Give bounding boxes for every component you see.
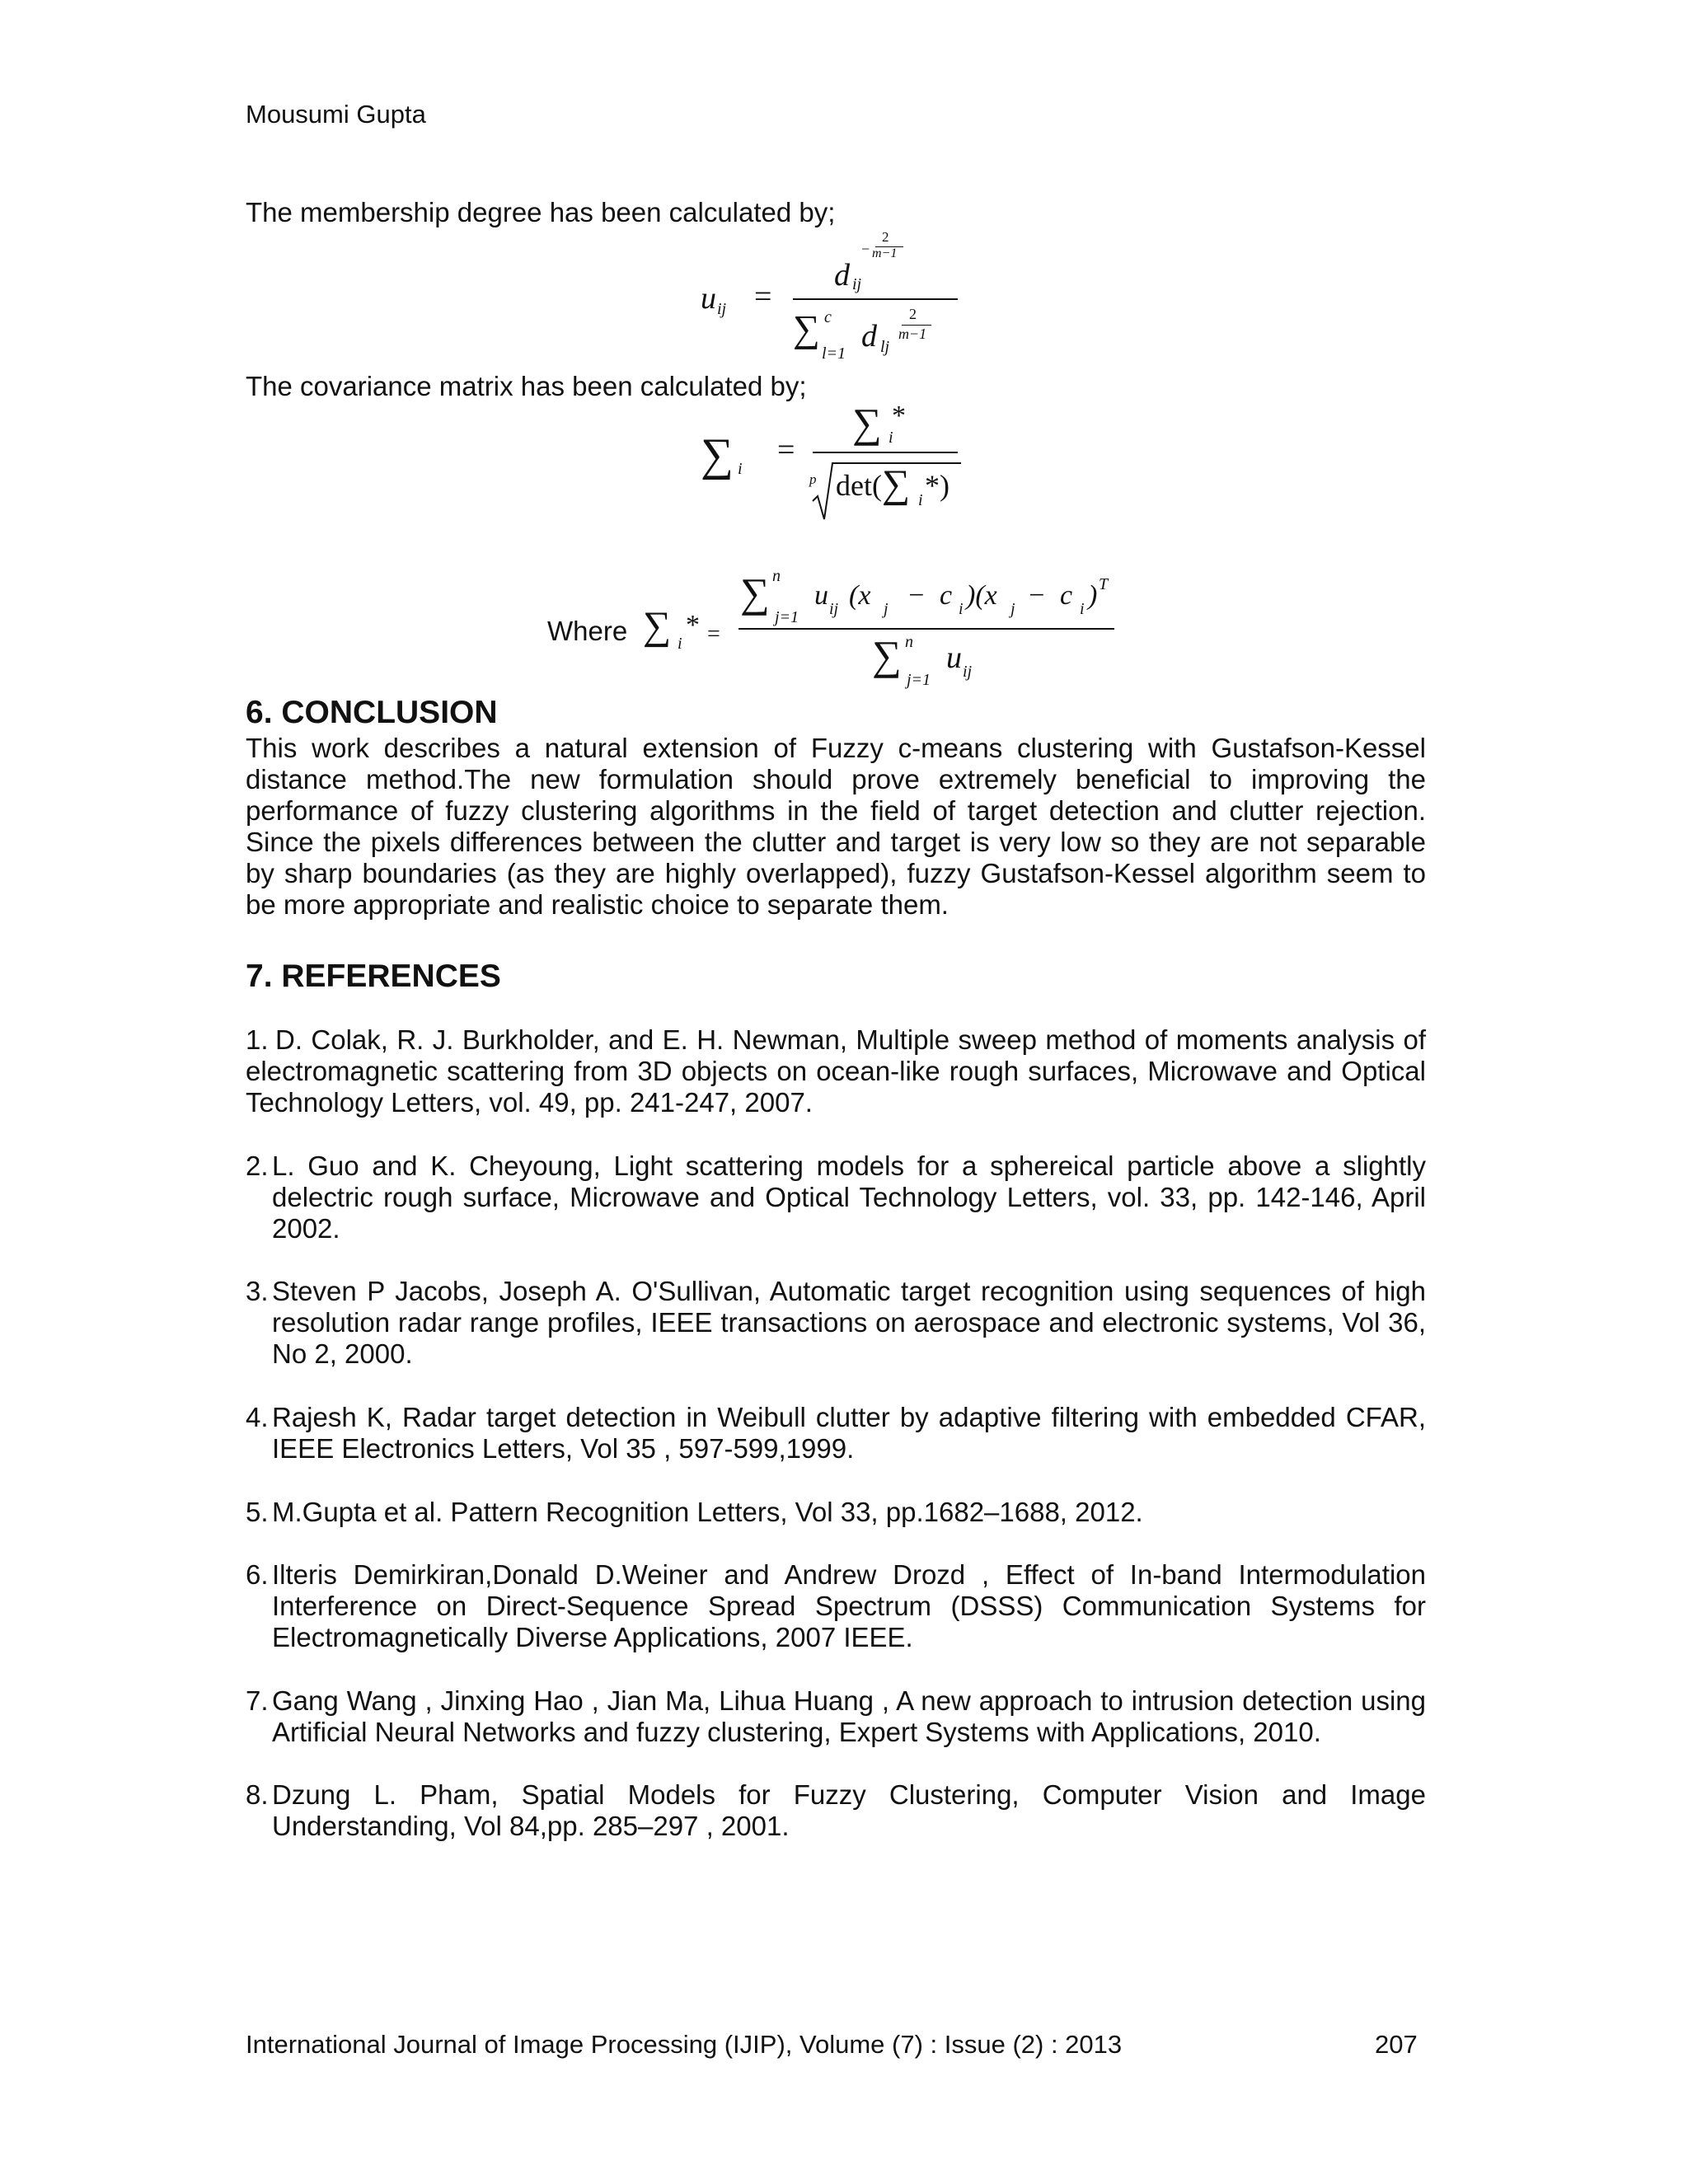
eq2-equals: = (777, 433, 795, 467)
reference-text: L. Guo and K. Cheyoung, Light scattering models for a sphereical particle above a slightly delectric rough surface, Microwave and Optical Technology Letters, vol. 33, pp. 142-146, April 2002. (272, 1151, 1426, 1244)
reference-number: 8. (246, 1779, 269, 1810)
eq2-num-star: * (892, 401, 906, 431)
reference-item (246, 1402, 1426, 1465)
reference-text: Rajesh K, Radar target detection in Weibull clutter by adaptive filtering with embedded CFAR, IEEE Electronics Letters, Vol 35 , 597-599,1999. (272, 1402, 1426, 1464)
membership-intro-text: The membership degree has been calculated by; (246, 197, 836, 227)
reference-number: 4. (246, 1402, 269, 1432)
eq3-num-minus2: − c (1027, 580, 1073, 611)
where-label: Where (547, 616, 628, 646)
eq1-lhs-sub: ij (717, 300, 727, 318)
covariance-equation (701, 400, 973, 536)
footer-page-number: 207 (1375, 2030, 1418, 2059)
reference-text: M.Gupta et al. Pattern Recognition Letters, Vol 33, pp.1682–1688, 2012. (272, 1497, 1143, 1527)
eq3-den-sum-bottom: j=1 (907, 671, 931, 689)
membership-equation (692, 231, 973, 371)
eq3-num-minus1: − c (907, 580, 953, 611)
eq3-num-c-sub1: i (959, 600, 964, 618)
reference-text: Steven P Jacobs, Joseph A. O'Sullivan, Automatic target recognition using sequences of high resolution radar range profiles, IEEE transactions on aerospace and electronic systems, Vol 36, No 2, 2000. (272, 1276, 1426, 1369)
eq2-den-close: *) (925, 469, 950, 502)
reference-text: Ilteris Demirkiran,Donald D.Weiner and Andrew Drozd , Effect of In-band Intermodulation Interference on Direct-Sequence Spread Spectrum (DSSS) Communication Systems for Electromagnetically Diverse Applications, 2007 IEEE. (272, 1559, 1426, 1652)
eq1-num-exp-top: 2 (882, 229, 889, 245)
eq1-equals: = (754, 279, 772, 314)
reference-number: 5. (246, 1497, 269, 1527)
eq3-num-sup: T (1099, 575, 1109, 593)
eq3-lhs-sub: i (678, 635, 682, 653)
eq1-den-sum-top: c (824, 308, 832, 326)
reference-item (246, 1276, 1426, 1370)
reference-number: 6. (246, 1559, 269, 1590)
eq1-den-base: d (861, 319, 877, 354)
eq3-num-sum: ∑ (740, 569, 770, 616)
reference-number: 2. (246, 1151, 269, 1181)
eq3-num-rest: (x (849, 580, 871, 611)
eq3-num-sum-bottom: j=1 (775, 608, 799, 626)
running-header-author: Mousumi Gupta (246, 100, 426, 129)
eq3-num-u-sub: ij (829, 600, 839, 618)
reference-text: Dzung L. Pham, Spatial Models for Fuzzy Clustering, Computer Vision and Image Understanding, Vol 84,pp. 285–297 , 2001. (272, 1779, 1426, 1841)
eq1-den-sum: ∑ (793, 307, 820, 349)
references-heading: 7. REFERENCES (246, 958, 501, 994)
reference-number: 1. (246, 1024, 269, 1055)
eq3-lhs-sum: ∑ (643, 604, 672, 648)
reference-item (246, 1024, 1426, 1118)
eq2-den-sub: i (918, 491, 923, 509)
eq3-num-close: ) (1088, 580, 1098, 611)
eq2-num-sum: ∑ (852, 400, 882, 446)
eq2-den-det: det( (836, 469, 882, 502)
eq3-num-mid: )(x (966, 580, 997, 611)
reference-item (246, 1559, 1426, 1653)
reference-number: 7. (246, 1685, 269, 1716)
eq1-num-exp-sign: − (861, 241, 870, 257)
eq3-num-sum-top: n (772, 567, 781, 585)
eq3-num-c-sub2: i (1080, 600, 1085, 618)
footer-journal: International Journal of Image Processing (IJIP), Volume (7) : Issue (2) : 2013 (246, 2030, 1123, 2059)
eq2-lhs-sub: i (738, 460, 743, 478)
eq3-lhs-star: * (686, 610, 700, 640)
eq1-den-sum-bottom: l=1 (822, 344, 846, 363)
conclusion-paragraph: This work describes a natural extension of Fuzzy c-means clustering with Gustafson-Kessel distance method.The new formulation should prove extremely beneficial to improving the performance of fuzzy clustering algorithms in the field of target detection and clutter rejection. Since the pixels differences between the clutter and target is very low so they are not separable by sharp boundaries (as they are highly overlapped), fuzzy Gustafson-Kessel algorithm seem to be more appropriate and realistic choice to separate them. (246, 733, 1426, 920)
reference-number: 3. (246, 1276, 269, 1306)
where-equation (643, 569, 1121, 701)
eq1-den-sub: lj (880, 338, 890, 356)
eq1-den-exp-top: 2 (909, 306, 917, 322)
eq3-den-sum: ∑ (872, 632, 902, 678)
eq1-num-exp-bottom: m−1 (872, 246, 898, 260)
eq1-lhs: u (701, 281, 716, 316)
eq2-fraction-line (813, 452, 958, 453)
covariance-intro-text: The covariance matrix has been calculated by; (246, 371, 807, 401)
eq3-num-u: u (814, 580, 828, 611)
eq3-fraction-line (738, 628, 1114, 630)
eq3-den-u-sub: ij (963, 663, 973, 681)
eq2-root-index: p (809, 471, 817, 487)
eq1-num-sub: ij (852, 275, 862, 293)
eq2-den-sum: ∑ (882, 462, 911, 506)
reference-text: Gang Wang , Jinxing Hao , Jian Ma, Lihua Huang , A new approach to intrusion detection using Artificial Neural Networks and fuzzy clustering, Expert Systems with Applications, 2010. (272, 1685, 1426, 1747)
reference-item (246, 1779, 1426, 1842)
reference-item (246, 1497, 1426, 1528)
eq3-den-u: u (946, 640, 962, 675)
reference-item (246, 1685, 1426, 1748)
eq3-num-rest-sub2: j (1010, 600, 1015, 618)
eq2-lhs-sum: ∑ (701, 429, 734, 480)
conclusion-heading: 6. CONCLUSION (246, 695, 498, 730)
eq3-den-sum-top: n (905, 633, 913, 651)
eq1-den-exp-bottom: m−1 (898, 326, 927, 342)
eq3-equals: = (707, 621, 720, 647)
eq3-num-rest-sub1: j (884, 600, 889, 618)
eq1-fraction-line (793, 298, 958, 300)
eq1-num-base: d (834, 258, 850, 293)
reference-text: D. Colak, R. J. Burkholder, and E. H. Newman, Multiple sweep method of moments analysis of electromagnetic scattering from 3D objects on ocean-like rough surfaces, Microwave and Optical Technology Letters, vol. 49, pp. 241-247, 2007. (246, 1024, 1426, 1118)
reference-item (246, 1151, 1426, 1244)
eq2-num-sub: i (889, 429, 893, 447)
